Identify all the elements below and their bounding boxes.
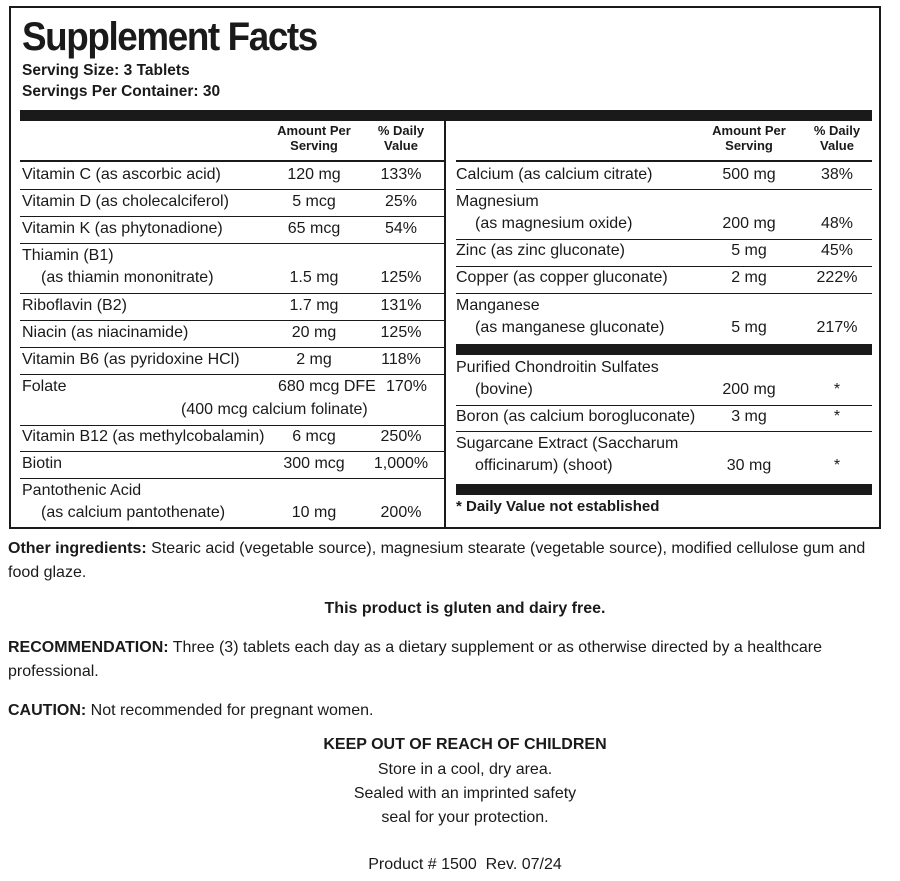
nutrient-amount: 20 mg xyxy=(291,324,337,341)
nutrient-dv: 200% xyxy=(380,504,422,521)
recommendation-text: Three (3) tablets each day as a dietary supplement or as otherwise directed by a healthcare professional. xyxy=(8,639,822,680)
nutrient-name: Magnesium xyxy=(456,193,539,210)
nutrient-name: Sugarcane Extract (Saccharum xyxy=(456,435,679,452)
right-dv-header xyxy=(802,123,872,153)
caution-label: CAUTION: xyxy=(8,702,87,719)
nutrient-dv: 45% xyxy=(820,242,854,259)
nutrient-dv: * xyxy=(833,408,841,425)
nutrient-name: Niacin (as niacinamide) xyxy=(22,324,189,341)
nutrient-amount: 3 mg xyxy=(731,408,767,425)
nutrient-dv: * xyxy=(833,457,841,474)
column-divider xyxy=(444,121,446,527)
nutrient-amount: 5 mcg xyxy=(292,193,336,210)
nutrient-dv: 38% xyxy=(820,166,854,183)
other-ingredients xyxy=(8,537,893,585)
nutrient-name: Copper (as copper gluconate) xyxy=(456,269,668,286)
top-thick-bar xyxy=(20,110,872,121)
row-rule xyxy=(456,189,872,190)
recommendation xyxy=(8,636,893,684)
row-rule xyxy=(20,293,444,294)
caution-text: Not recommended for pregnant women. xyxy=(86,702,374,719)
right-thick-bar xyxy=(456,344,872,355)
daily-value-footnote: * Daily Value not established xyxy=(456,498,660,515)
nutrient-amount: 10 mg xyxy=(291,504,337,521)
nutrient-name: Boron (as calcium borogluconate) xyxy=(456,408,696,425)
nutrient-name: Calcium (as calcium citrate) xyxy=(456,166,653,183)
nutrient-amount: 1.7 mg xyxy=(289,297,339,314)
nutrient-name: Thiamin (B1) xyxy=(22,247,114,264)
row-rule xyxy=(20,451,444,452)
right-bottom-thick-bar xyxy=(456,484,872,495)
header-line: % Daily xyxy=(813,123,861,138)
serving-size: Serving Size: 3 Tablets xyxy=(22,62,190,79)
row-rule xyxy=(20,478,444,479)
keep-out-warning: KEEP OUT OF REACH OF CHILDREN xyxy=(323,736,607,753)
header-line: % Daily xyxy=(377,123,425,138)
nutrient-name: Purified Chondroitin Sulfates xyxy=(456,359,659,376)
header-line: Amount Per xyxy=(712,123,786,138)
header-line: Amount Per xyxy=(277,123,351,138)
nutrient-amount: 30 mg xyxy=(726,457,772,474)
header-line: Serving xyxy=(290,138,338,153)
gluten-dairy-statement: This product is gluten and dairy free. xyxy=(324,600,606,617)
nutrient-dv: 54% xyxy=(384,220,418,237)
caution xyxy=(8,699,893,723)
nutrient-amount: 65 mcg xyxy=(287,220,341,237)
nutrient-name-detail: (as manganese gluconate) xyxy=(475,319,665,336)
panel-title: Supplement Facts xyxy=(22,15,317,59)
right-amount-header xyxy=(694,123,804,153)
left-header-rule xyxy=(20,160,444,162)
product-number: Product # 1500 Rev. 07/24 xyxy=(368,856,562,873)
header-line: Serving xyxy=(725,138,773,153)
nutrient-name: Biotin xyxy=(22,455,63,472)
row-rule xyxy=(20,189,444,190)
seal-line: Sealed with an imprinted safety xyxy=(353,785,577,802)
nutrient-name: Vitamin K (as phytonadione) xyxy=(22,220,223,237)
nutrient-dv: * xyxy=(833,381,841,398)
recommendation-label: RECOMMENDATION: xyxy=(8,639,169,656)
seal-line: seal for your protection. xyxy=(381,809,549,826)
nutrient-name: Riboflavin (B2) xyxy=(22,297,127,314)
nutrient-dv: 125% xyxy=(380,269,422,286)
nutrient-dv: 118% xyxy=(381,351,421,368)
nutrient-dv: 125% xyxy=(380,324,422,341)
right-header-rule xyxy=(456,160,872,162)
nutrient-amount: 6 mcg xyxy=(292,428,336,445)
nutrient-amount: 2 mg xyxy=(296,351,332,368)
nutrient-amount: 200 mg xyxy=(722,381,776,398)
row-rule xyxy=(20,320,444,321)
other-ingredients-label: Other ingredients: xyxy=(8,540,147,557)
header-line: Value xyxy=(384,138,418,153)
row-rule xyxy=(20,374,444,375)
nutrient-dv: 25% xyxy=(384,193,418,210)
row-rule xyxy=(456,293,872,294)
nutrient-name: Zinc (as zinc gluconate) xyxy=(456,242,625,259)
nutrient-amount: 5 mg xyxy=(731,242,767,259)
storage-line: Store in a cool, dry area. xyxy=(377,761,553,778)
nutrient-name: Vitamin C (as ascorbic acid) xyxy=(22,166,221,183)
nutrient-name-detail: (as magnesium oxide) xyxy=(475,215,633,232)
nutrient-amount: 120 mg xyxy=(287,166,341,183)
other-ingredients-text: Stearic acid (vegetable source), magnesium stearate (vegetable source), modified cellulose gum and food glaze. xyxy=(8,540,866,581)
nutrient-name: Folate xyxy=(22,378,67,395)
nutrient-name: Vitamin B6 (as pyridoxine HCl) xyxy=(22,351,240,368)
header-line: Value xyxy=(820,138,854,153)
nutrient-dv: 222% xyxy=(816,269,858,286)
nutrient-amount: 2 mg xyxy=(731,269,767,286)
servings-per-container: Servings Per Container: 30 xyxy=(22,83,221,100)
nutrient-dv: 48% xyxy=(820,215,854,232)
row-rule xyxy=(20,243,444,244)
nutrient-dv: 131% xyxy=(380,297,422,314)
nutrient-name-detail: (as thiamin mononitrate) xyxy=(41,269,214,286)
nutrient-dv: 250% xyxy=(380,428,422,445)
nutrient-name-detail: officinarum) (shoot) xyxy=(475,457,613,474)
nutrient-name: Vitamin D (as cholecalciferol) xyxy=(22,193,229,210)
nutrient-amount: 1.5 mg xyxy=(289,269,339,286)
nutrient-amount: 680 mcg DFE xyxy=(278,378,376,395)
nutrient-dv: 170% xyxy=(386,378,427,395)
nutrient-name: Vitamin B12 (as methylcobalamin) xyxy=(22,428,265,445)
row-rule xyxy=(20,216,444,217)
nutrient-name-detail: (bovine) xyxy=(475,381,533,398)
nutrient-amount: 300 mcg xyxy=(283,455,345,472)
nutrient-amount: 200 mg xyxy=(722,215,776,232)
nutrient-name: Pantothenic Acid xyxy=(22,482,142,499)
nutrient-note: (400 mcg calcium folinate) xyxy=(181,401,368,418)
left-dv-header xyxy=(366,123,436,153)
supplement-facts-panel xyxy=(9,6,881,529)
nutrient-name: Manganese xyxy=(456,297,540,314)
nutrient-amount: 5 mg xyxy=(731,319,767,336)
row-rule xyxy=(456,431,872,432)
row-rule xyxy=(20,347,444,348)
nutrient-dv: 1,000% xyxy=(373,455,429,472)
nutrient-dv: 217% xyxy=(816,319,858,336)
left-amount-header xyxy=(259,123,369,153)
nutrient-amount: 500 mg xyxy=(722,166,776,183)
nutrient-dv: 133% xyxy=(380,166,422,183)
nutrient-name-detail: (as calcium pantothenate) xyxy=(41,504,226,521)
